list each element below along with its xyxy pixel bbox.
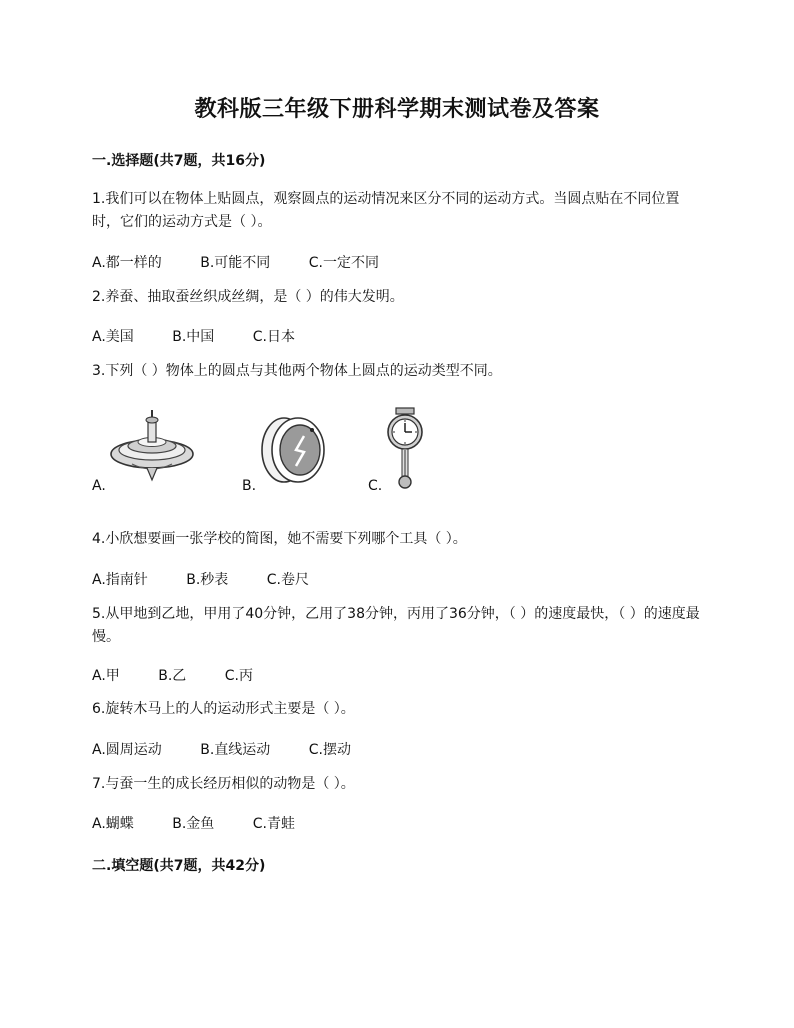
option-c: C.丙 [224,668,253,684]
question-5-options [92,665,253,685]
option-a: A.圆周运动 [92,742,162,758]
option-c: C.一定不同 [308,255,379,271]
option-b: B.金鱼 [172,816,215,832]
option-a: A.蝴蝶 [92,816,134,832]
question-5: 5.从甲地到乙地，甲用了40分钟，乙用了38分钟，丙用了36分钟，（ ）的速度最快，（ ）的速度最慢。 [92,606,700,645]
option-a: A.都一样的 [92,255,162,271]
yoyo-icon [242,398,352,502]
option-c: C.青蛙 [252,816,295,832]
question-4-options [92,569,309,589]
option-c: C.摆动 [308,742,351,758]
option-b: B.乙 [158,668,187,684]
question-2: 2.养蚕、抽取蚕丝织成丝绸，是（ ）的伟大发明。 [92,289,404,305]
question-6: 6.旋转木马上的人的运动形式主要是（ ）。 [92,701,355,717]
question-4: 4.小欣想要画一张学校的简图，她不需要下列哪个工具（ ）。 [92,531,467,547]
question-7-options [92,813,295,833]
option-b: B.直线运动 [200,742,271,758]
pendulum-clock-icon [368,398,478,502]
option-b-figure [242,398,352,502]
option-a: A.甲 [92,668,120,684]
question-2-options [92,326,295,346]
question-7: 7.与蚕一生的成长经历相似的动物是（ ）。 [92,776,355,792]
option-a-figure [92,398,232,502]
option-c: C.日本 [252,329,295,345]
option-b: B.中国 [172,329,215,345]
section-heading-fill-blank: 二.填空题(共7题，共42分) [92,858,266,874]
option-a-label: A. [92,478,106,494]
question-1-options [92,252,379,272]
spinning-top-icon [92,398,232,502]
option-a: A.美国 [92,329,134,345]
question-6-options [92,739,351,759]
question-3: 3.下列（ ）物体上的圆点与其他两个物体上圆点的运动类型不同。 [92,363,502,379]
page-title: 教科版三年级下册科学期末测试卷及答案 [194,96,600,122]
option-a: A.指南针 [92,572,148,588]
question-3-images [92,398,492,502]
question-1: 1.我们可以在物体上贴圆点，观察圆点的运动情况来区分不同的运动方式。当圆点贴在不同位置时，它们的运动方式是（ ）。 [92,191,680,230]
section-heading-choice: 一.选择题(共7题，共16分) [92,153,266,169]
option-b: B.秒表 [186,572,229,588]
option-c: C.卷尺 [266,572,309,588]
option-c-label: C. [368,478,383,494]
option-b-label: B. [242,478,257,494]
option-b: B.可能不同 [200,255,271,271]
option-c-figure [368,398,478,502]
